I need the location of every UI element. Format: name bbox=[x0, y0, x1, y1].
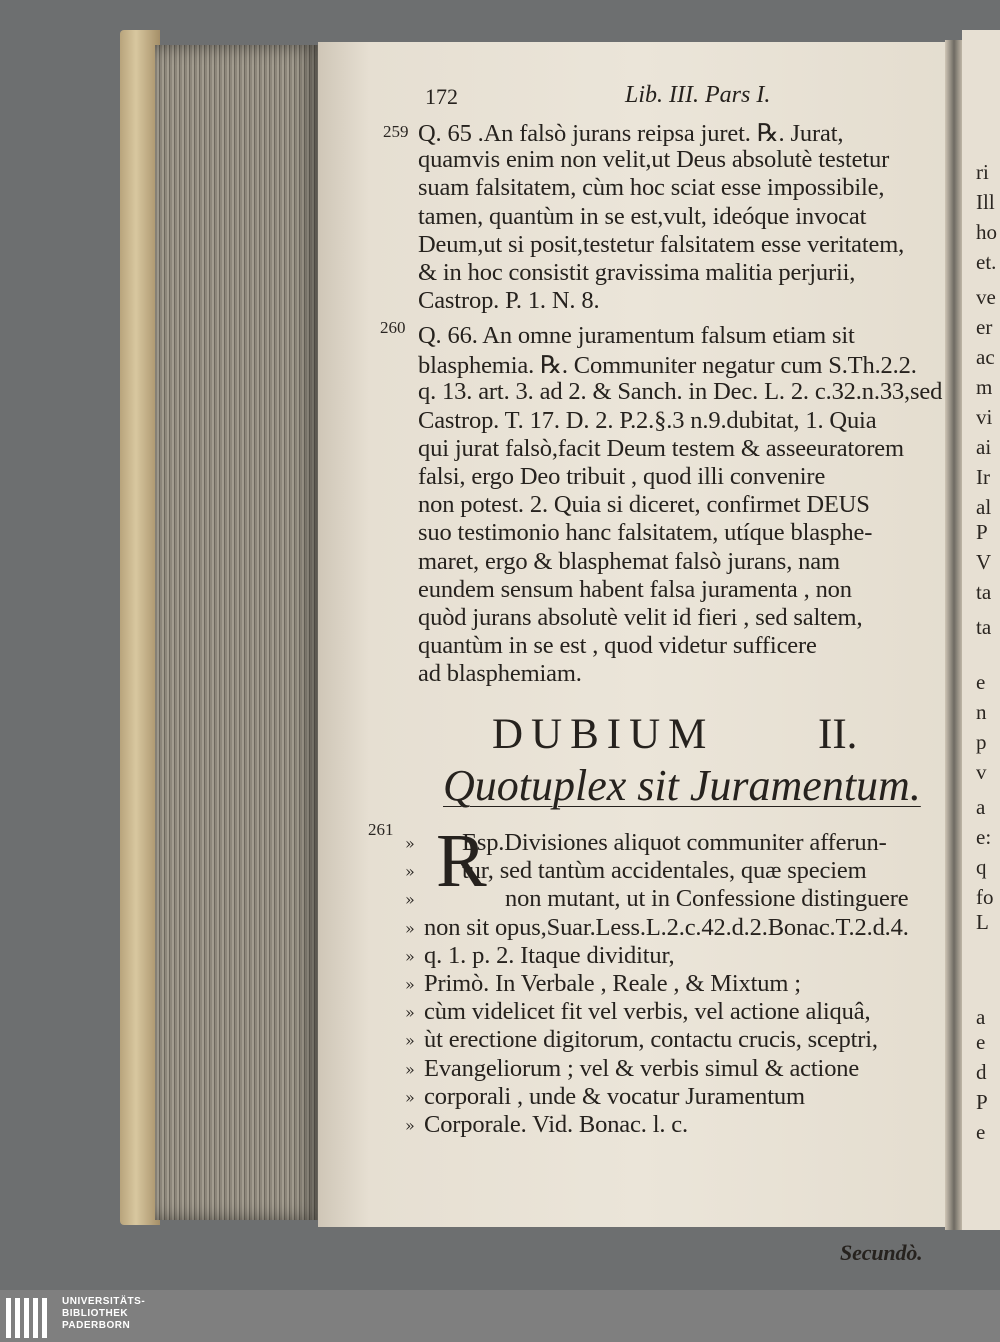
text-line: Q. 66. An omne juramentum falsum etiam sit bbox=[418, 322, 855, 349]
section-subtitle: Quotuplex sit Juramentum. bbox=[443, 761, 921, 810]
quote-mark: » bbox=[405, 1087, 415, 1107]
text-line: falsi, ergo Deo tribuit , quod illi convenire bbox=[418, 463, 826, 490]
library-name-line2: BIBLIOTHEK bbox=[62, 1308, 129, 1319]
text-line: quòd jurans absolutè velit id fieri , sed saltem, bbox=[418, 604, 863, 631]
fragment-text: ve bbox=[976, 285, 996, 309]
fragment-text: ho bbox=[976, 220, 997, 244]
text-line: & in hoc consistit gravissima malitia perjurii, bbox=[418, 259, 856, 286]
text-line: Deum,ut si posit,testetur falsitatem esse veritatem, bbox=[418, 230, 905, 258]
fragment-text: V bbox=[976, 550, 992, 574]
fragment-text: v bbox=[976, 760, 987, 784]
fragment-text: P bbox=[976, 520, 988, 544]
book-cover-edge bbox=[120, 30, 160, 1225]
text-line: Corporale. Vid. Bonac. l. c. bbox=[424, 1111, 688, 1138]
text-line: quamvis enim non velit,ut Deus absolutè testetur bbox=[418, 146, 890, 174]
quote-mark: » bbox=[405, 1003, 415, 1023]
text-line: ad blasphemiam. bbox=[418, 660, 582, 688]
quote-mark: » bbox=[405, 1031, 415, 1051]
library-name-line3: PADERBORN bbox=[62, 1320, 131, 1331]
fragment-text: al bbox=[976, 495, 992, 519]
quote-mark: » bbox=[405, 918, 415, 938]
text-line: blasphemia. ℞. Communiter negatur cum S.Th.2.2. bbox=[418, 352, 917, 380]
text-line: tur, sed tantùm accidentales, quæ speciem bbox=[462, 857, 867, 885]
fragment-text: a bbox=[976, 1005, 986, 1029]
fragment-text: Ill bbox=[976, 190, 995, 214]
fragment-text: L bbox=[976, 910, 989, 934]
text-line: suo testimonio hanc falsitatem, utíque blasphe- bbox=[418, 519, 873, 547]
text-line: non potest. 2. Quia si diceret, confirmet DEUS bbox=[418, 491, 870, 519]
text-line: maret, ergo & blasphemat falsò jurans, nam bbox=[418, 547, 840, 575]
fragment-text: ta bbox=[976, 615, 992, 639]
text-line: quantùm in se est , quod videtur sufficere bbox=[418, 632, 817, 660]
text-line: Evangeliorum ; vel & verbis simul & actione bbox=[424, 1054, 860, 1082]
text-line: q. 1. p. 2. Itaque dividitur, bbox=[424, 941, 675, 969]
quote-mark: » bbox=[405, 1059, 415, 1079]
text-line: ùt erectione digitorum, contactu crucis, sceptri, bbox=[424, 1026, 878, 1054]
fragment-text: P bbox=[976, 1090, 988, 1114]
fragment-text: Ir bbox=[976, 465, 990, 489]
margin-number: 261 bbox=[368, 820, 394, 839]
text-line: non mutant, ut in Confessione distinguere bbox=[505, 885, 909, 913]
catchword: Secundò. bbox=[840, 1240, 923, 1265]
text-line: Castrop. T. 17. D. 2. P.2.§.3 n.9.dubitat, 1. Quia bbox=[418, 406, 877, 434]
section-heading-number: II. bbox=[818, 711, 858, 758]
fragment-text: p bbox=[976, 730, 987, 754]
text-line: non sit opus,Suar.Less.L.2.c.42.d.2.Bonac.T.2.d.4. bbox=[424, 913, 909, 941]
fragment-text: e: bbox=[976, 825, 992, 849]
fragment-text: m bbox=[976, 375, 993, 399]
drop-cap: R bbox=[436, 819, 487, 903]
text-line: qui jurat falsò,facit Deum testem & asseeuratorem bbox=[418, 434, 904, 462]
fragment-text: e bbox=[976, 1120, 986, 1144]
text-line: corporali , unde & vocatur Juramentum bbox=[424, 1082, 805, 1110]
book-gutter bbox=[945, 40, 963, 1230]
fragment-text: ri bbox=[976, 160, 989, 184]
text-line: Primò. In Verbale , Reale , & Mixtum ; bbox=[424, 970, 801, 997]
text-line: Q. 65 .An falsò jurans reipsa juret. ℞. Jurat, bbox=[418, 120, 844, 147]
margin-number: 259 bbox=[383, 122, 409, 141]
library-name-line1: UNIVERSITÄTS- bbox=[62, 1296, 146, 1307]
text-line: eundem sensum habent falsa juramenta , non bbox=[418, 575, 852, 603]
quote-mark: » bbox=[405, 890, 415, 910]
footer-bar bbox=[0, 1290, 1000, 1342]
text-line: Esp.Divisiones aliquot communiter afferun- bbox=[462, 829, 887, 856]
text-line: tamen, quantùm in se est,vult, ideóque invocat bbox=[418, 202, 867, 230]
fragment-text: ta bbox=[976, 580, 992, 604]
fragment-text: ai bbox=[976, 435, 992, 459]
fragment-text: e bbox=[976, 670, 986, 694]
fragment-text: er bbox=[976, 315, 993, 339]
running-title: Lib. III. Pars I. bbox=[625, 82, 771, 108]
fragment-text: q bbox=[976, 855, 987, 879]
fragment-text: et. bbox=[976, 250, 997, 274]
page-number: 172 bbox=[425, 84, 458, 109]
fragment-text: fo bbox=[976, 885, 994, 909]
quote-mark: » bbox=[405, 946, 415, 966]
fragment-text: n bbox=[976, 700, 987, 724]
right-page-fragment bbox=[962, 30, 1000, 1230]
section-heading: DUBIUM bbox=[492, 711, 715, 758]
text-line: cùm videlicet fit vel verbis, vel actione aliquâ, bbox=[424, 998, 871, 1026]
fragment-text: e bbox=[976, 1030, 986, 1054]
page-edges bbox=[155, 45, 320, 1220]
quote-mark: » bbox=[405, 862, 415, 882]
library-logo-icon bbox=[6, 1294, 56, 1338]
quote-mark: » bbox=[405, 1116, 415, 1135]
quote-mark: » bbox=[405, 975, 415, 994]
quote-mark: » bbox=[405, 834, 415, 853]
margin-number: 260 bbox=[380, 318, 406, 337]
text-line: q. 13. art. 3. ad 2. & Sanch. in Dec. L. 2. c.32.n.33,sed bbox=[418, 378, 943, 406]
text-line: Castrop. P. 1. N. 8. bbox=[418, 287, 600, 315]
fragment-text: ac bbox=[976, 345, 995, 369]
fragment-text: a bbox=[976, 795, 986, 819]
fragment-text: vi bbox=[976, 405, 993, 429]
text-line: suam falsitatem, cùm hoc sciat esse impossibile, bbox=[418, 174, 885, 202]
fragment-text: d bbox=[976, 1060, 987, 1084]
